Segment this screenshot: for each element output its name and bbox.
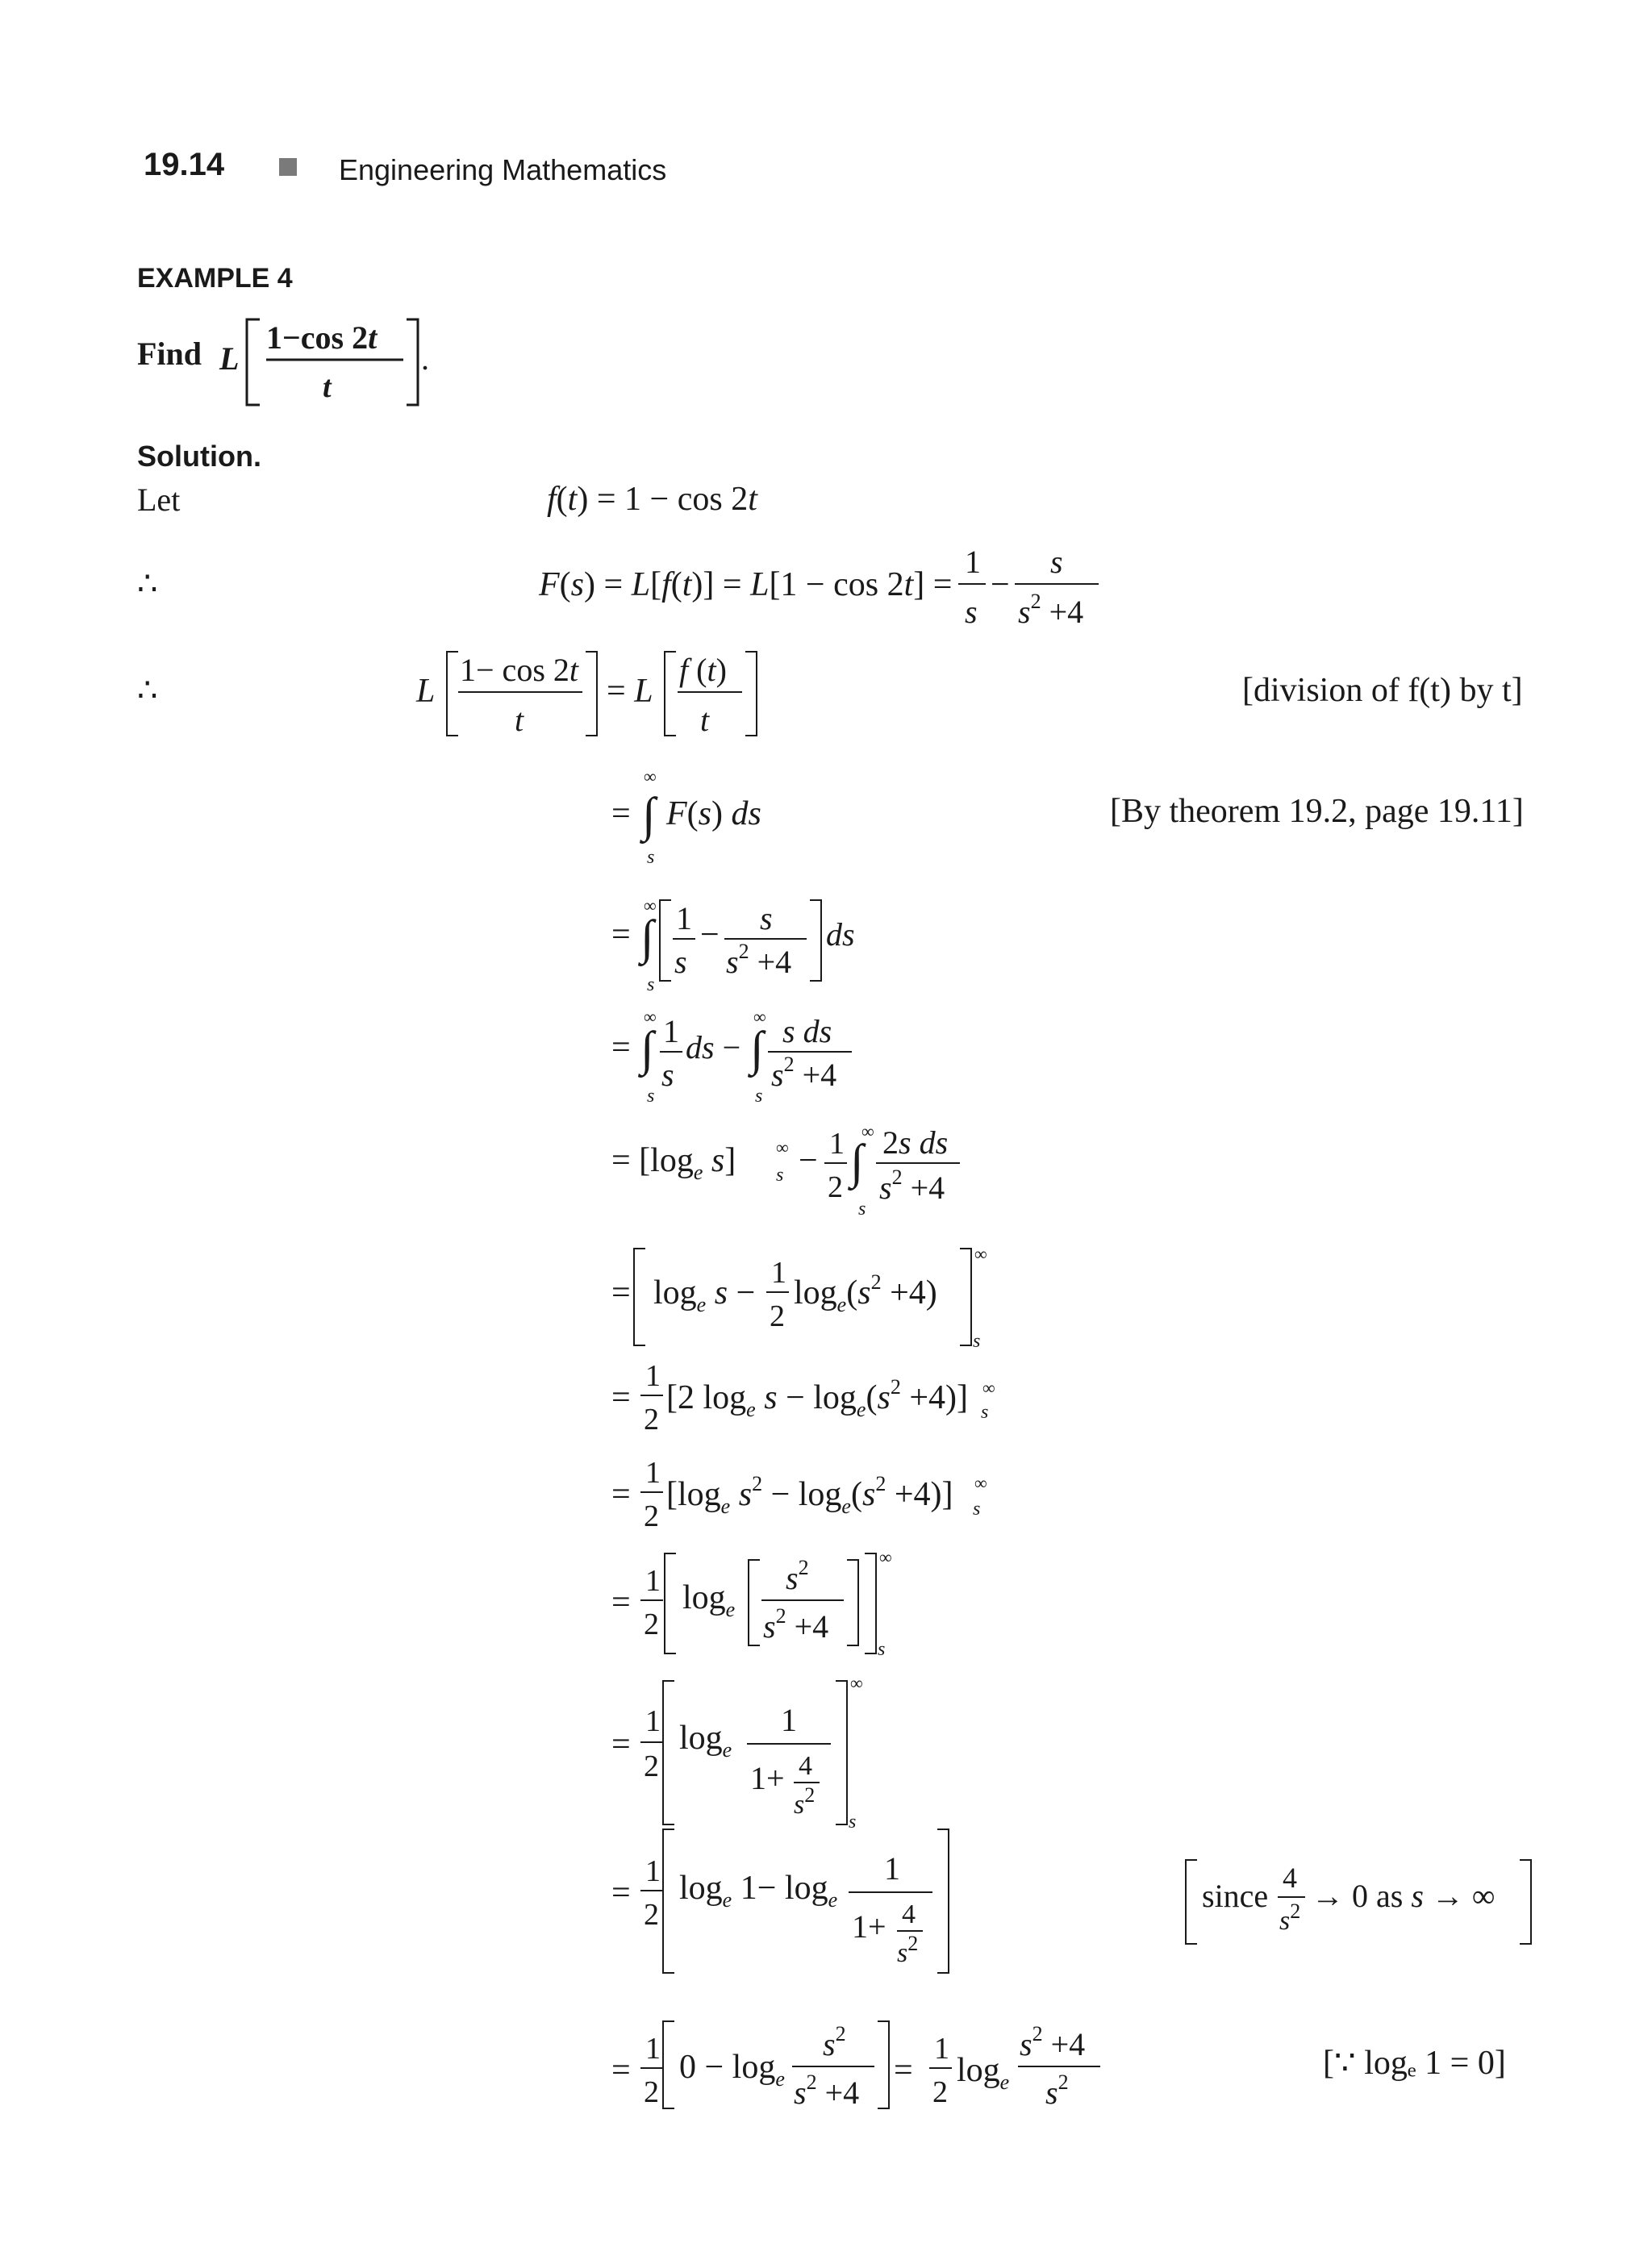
svg-text:s2 +4: $s^2 +4$ bbox=[1020, 2022, 1086, 2062]
therefore-symbol-2: ∴ bbox=[137, 672, 158, 708]
svg-text:.: . bbox=[421, 340, 429, 377]
svg-text:s2 +4: $s^2 +4$ bbox=[794, 2070, 860, 2111]
svg-text:s: s bbox=[776, 1165, 784, 1186]
svg-text:1: 1 bbox=[645, 1854, 661, 1888]
step-final bbox=[611, 2021, 1100, 2111]
let-label: Let bbox=[137, 482, 181, 518]
svg-text:∫: ∫ bbox=[750, 1022, 764, 1075]
svg-text:2: 2 bbox=[644, 1608, 659, 1641]
svg-text:1: 1 bbox=[771, 1256, 786, 1290]
page-number: 19.14 bbox=[144, 147, 225, 182]
svg-text:f (t): f (t) bbox=[679, 652, 727, 688]
svg-text:1+: 1+ bbox=[852, 1908, 886, 1945]
svg-text:2s ds: 2s ds bbox=[882, 1124, 949, 1161]
svg-text:loge s −: $\log_e s$ − bbox=[653, 1274, 756, 1316]
step-F-of-s bbox=[538, 544, 1099, 630]
svg-text:−: − bbox=[991, 566, 1010, 603]
step-half-log-s2 bbox=[611, 1456, 987, 1533]
svg-text:2: 2 bbox=[828, 1170, 843, 1204]
svg-text:=: = bbox=[611, 795, 631, 832]
svg-text:s: s bbox=[647, 974, 655, 995]
svg-text:∞: ∞ bbox=[644, 1007, 657, 1027]
svg-text:[2 loge s − loge(s2 +4)]: [2 $\log_e s - \log_e(s^2 +4)$] bbox=[666, 1375, 968, 1421]
svg-text:ds −: ds − bbox=[686, 1029, 741, 1065]
svg-text:s: s bbox=[981, 1402, 989, 1423]
svg-text:=: = bbox=[611, 916, 631, 953]
svg-text:2: 2 bbox=[770, 1299, 785, 1333]
svg-text:∞: ∞ bbox=[753, 1007, 766, 1027]
step-integral-bracket bbox=[611, 895, 855, 995]
step-split-integral bbox=[611, 1007, 852, 1107]
svg-text:s: s bbox=[973, 1331, 981, 1352]
svg-text:1: 1 bbox=[781, 1702, 797, 1738]
svg-text:=: = bbox=[611, 1029, 631, 1066]
svg-text:1: 1 bbox=[663, 1013, 679, 1049]
svg-text:s: s bbox=[849, 1812, 857, 1833]
svg-text:→ 0 as s → ∞: → 0 as s → ∞ bbox=[1312, 1878, 1496, 1914]
svg-text:∞: ∞ bbox=[974, 1473, 987, 1493]
svg-text:2: 2 bbox=[644, 2075, 659, 2109]
svg-text:s: s bbox=[647, 847, 655, 868]
svg-text:loge: $\log_e$ bbox=[682, 1579, 736, 1621]
svg-text:∞: ∞ bbox=[850, 1673, 863, 1693]
svg-text:s2: $s^2$ bbox=[786, 1556, 809, 1596]
book-title: Engineering Mathematics bbox=[339, 153, 667, 186]
svg-text:s2 +4: $s^2 +4$ bbox=[726, 940, 792, 980]
svg-text:1: 1 bbox=[645, 1704, 661, 1738]
svg-text:s2: $s^2$ bbox=[794, 1783, 816, 1820]
svg-text:=: = bbox=[611, 1726, 631, 1763]
svg-text:∫: ∫ bbox=[642, 788, 656, 841]
solution-heading: Solution. bbox=[137, 440, 261, 473]
svg-text:=: = bbox=[611, 1379, 631, 1416]
svg-text:s: s bbox=[878, 1639, 886, 1660]
svg-text:∞: ∞ bbox=[861, 1121, 874, 1141]
svg-text:s2 +4: $s^2 +4$ bbox=[879, 1166, 945, 1206]
note-division: [division of f(t) by t] bbox=[1242, 672, 1523, 709]
svg-text:= L: = L bbox=[607, 673, 653, 710]
note-since bbox=[1186, 1860, 1531, 1944]
svg-text:F(s) ds: F(s) ds bbox=[666, 795, 761, 832]
svg-text:−: − bbox=[799, 1142, 818, 1179]
svg-text:ds: ds bbox=[826, 916, 855, 953]
svg-text:L: L bbox=[416, 673, 436, 710]
svg-text:s: s bbox=[661, 1057, 674, 1093]
svg-text:t: t bbox=[515, 702, 524, 738]
svg-text:s: s bbox=[760, 900, 773, 936]
problem-expression bbox=[137, 319, 429, 405]
svg-text:loge 1− loge: $\log_e 1- \log_e$ bbox=[679, 1870, 838, 1912]
step-integral-F bbox=[611, 766, 761, 868]
step-half-log-ratio bbox=[611, 1547, 892, 1660]
step-half-log-inverse bbox=[611, 1673, 863, 1833]
svg-text:1: 1 bbox=[645, 1564, 661, 1598]
svg-text:s: s bbox=[674, 944, 687, 980]
find-label: Find bbox=[137, 336, 202, 372]
svg-text:loge(s2 +4): $\log_e(s^2 +4)$ bbox=[794, 1270, 937, 1316]
svg-text:s ds: s ds bbox=[782, 1013, 832, 1049]
note-log-one: [∵ logₑ 1 = 0] bbox=[1323, 2045, 1506, 2082]
therefore-symbol-1: ∴ bbox=[137, 565, 158, 602]
svg-text:1+: 1+ bbox=[750, 1760, 785, 1796]
svg-text:t: t bbox=[700, 702, 710, 738]
svg-text:∞: ∞ bbox=[879, 1547, 892, 1567]
svg-text:s2 +4: $s^2 +4$ bbox=[771, 1053, 837, 1093]
svg-text:1: 1 bbox=[884, 1850, 900, 1887]
svg-text:∞: ∞ bbox=[644, 766, 657, 786]
svg-text:loge: $\log_e$ bbox=[957, 2052, 1010, 2094]
svg-text:L: L bbox=[219, 340, 240, 377]
svg-text:=: = bbox=[611, 1476, 631, 1513]
step-f-of-t bbox=[547, 481, 758, 518]
step-L-division bbox=[415, 652, 757, 738]
svg-text:s: s bbox=[965, 594, 978, 630]
svg-text:F(s) = L[f(t)] = L[1 − cos 2t]: F(s) = L[f(t)] = L[1 − cos 2t] = bbox=[539, 566, 953, 603]
svg-text:s2 +4: $s^2 +4$ bbox=[763, 1604, 829, 1645]
svg-text:−: − bbox=[700, 916, 720, 953]
svg-text:∞: ∞ bbox=[974, 1244, 987, 1264]
svg-text:4: 4 bbox=[1283, 1862, 1297, 1894]
svg-text:= [loge s]: = [$\log_e$ s] bbox=[611, 1142, 736, 1184]
step-log-integral bbox=[611, 1121, 960, 1220]
svg-text:s: s bbox=[973, 1499, 981, 1520]
svg-text:1: 1 bbox=[645, 1359, 661, 1393]
svg-text:s2: $s^2$ bbox=[823, 2022, 846, 2062]
step-half-log1-minus bbox=[611, 1829, 1531, 1973]
svg-text:1−cos 2t: 1−cos 2t bbox=[266, 319, 378, 356]
svg-text:0 − loge: $0 - \log_e$ bbox=[679, 2049, 785, 2091]
svg-text:=: = bbox=[611, 2052, 631, 2089]
svg-text:s2: $s^2$ bbox=[1045, 2070, 1069, 2111]
svg-text:since: since bbox=[1202, 1878, 1269, 1914]
svg-text:4: 4 bbox=[902, 1899, 916, 1929]
svg-text:1− cos 2t: 1− cos 2t bbox=[460, 652, 579, 688]
svg-text:∞: ∞ bbox=[982, 1378, 995, 1398]
svg-text:2: 2 bbox=[644, 1499, 659, 1533]
svg-text:[loge s2 − loge(s2 +4)]: [$\log_e$ $s^2 - \log_e(s^2 +4)$] bbox=[666, 1472, 953, 1518]
step-half-2log bbox=[611, 1359, 995, 1437]
note-theorem: [By theorem 19.2, page 19.11] bbox=[1110, 793, 1524, 830]
svg-text:∞: ∞ bbox=[644, 895, 657, 915]
svg-text:∞: ∞ bbox=[776, 1137, 789, 1157]
svg-text:=: = bbox=[611, 1584, 631, 1621]
svg-text:loge: $\log_e$ bbox=[679, 1720, 732, 1762]
svg-text:∫: ∫ bbox=[640, 911, 654, 964]
svg-text:2: 2 bbox=[932, 2075, 948, 2109]
svg-text:1: 1 bbox=[676, 900, 692, 936]
svg-text:s2 +4: $s^2 +4$ bbox=[1018, 590, 1084, 630]
svg-text:∫: ∫ bbox=[850, 1135, 864, 1188]
svg-text:s: s bbox=[1050, 544, 1063, 580]
svg-text:s2: $s^2$ bbox=[897, 1932, 919, 1968]
svg-text:1: 1 bbox=[934, 2032, 949, 2066]
svg-text:s2: $s^2$ bbox=[1279, 1899, 1301, 1936]
svg-text:=: = bbox=[611, 1874, 631, 1912]
svg-text:s: s bbox=[755, 1086, 763, 1107]
svg-text:1: 1 bbox=[645, 2032, 661, 2066]
svg-text:s: s bbox=[858, 1199, 866, 1220]
svg-text:t: t bbox=[323, 370, 332, 404]
svg-text:f(t) = 1 − cos 2t: f(t) = 1 − cos 2t bbox=[547, 481, 757, 518]
svg-text:1: 1 bbox=[829, 1127, 845, 1161]
svg-text:4: 4 bbox=[799, 1751, 812, 1781]
svg-text:s: s bbox=[647, 1086, 655, 1107]
step-log-bracket bbox=[611, 1244, 987, 1352]
svg-text:2: 2 bbox=[644, 1898, 659, 1932]
svg-text:∫: ∫ bbox=[640, 1022, 654, 1075]
svg-text:1: 1 bbox=[965, 544, 981, 580]
svg-text:2: 2 bbox=[644, 1749, 659, 1783]
svg-text:=: = bbox=[894, 2052, 913, 2089]
svg-text:2: 2 bbox=[644, 1403, 659, 1437]
svg-text:1: 1 bbox=[645, 1456, 661, 1490]
example-heading: EXAMPLE 4 bbox=[137, 263, 293, 294]
svg-text:=: = bbox=[611, 1274, 631, 1311]
